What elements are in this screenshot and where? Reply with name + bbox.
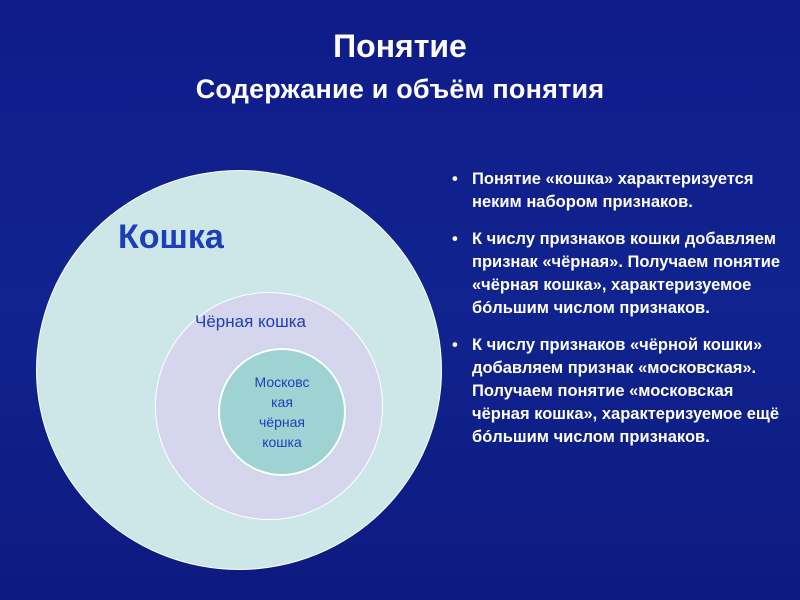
middle-circle-label: Чёрная кошка — [195, 312, 306, 331]
slide-title: Понятие — [333, 28, 467, 64]
slide-subtitle: Содержание и объём понятия — [195, 74, 605, 104]
bullet-item — [450, 334, 790, 449]
bullet-list — [450, 168, 790, 463]
inner-label-line: кая — [271, 394, 293, 410]
bullet-item — [450, 168, 790, 214]
inner-label-line: кошка — [262, 434, 302, 450]
bullet-text: К числу признаков кошки добавляем признак «чёрная». Получаем понятие «чёрная кошка», характеризуемое бóльшим числом признаков. — [472, 230, 781, 317]
bullet-item — [450, 228, 790, 320]
inner-circle-label — [218, 372, 346, 452]
inner-label-line: Московс — [254, 374, 310, 390]
inner-label-line: чёрная — [259, 414, 305, 430]
bullet-icon: • — [452, 230, 458, 248]
outer-circle-label: Кошка — [118, 218, 224, 256]
bullet-icon: • — [452, 170, 458, 188]
bullet-text: Понятие «кошка» характеризуется неким набором признаков. — [472, 170, 754, 211]
bullet-icon: • — [452, 336, 458, 354]
bullet-text: К числу признаков «чёрной кошки» добавляем признак «московская». Получаем понятие «московская чёрная кошка», характеризуемое ещё бóльшим числом признаков. — [472, 336, 779, 446]
